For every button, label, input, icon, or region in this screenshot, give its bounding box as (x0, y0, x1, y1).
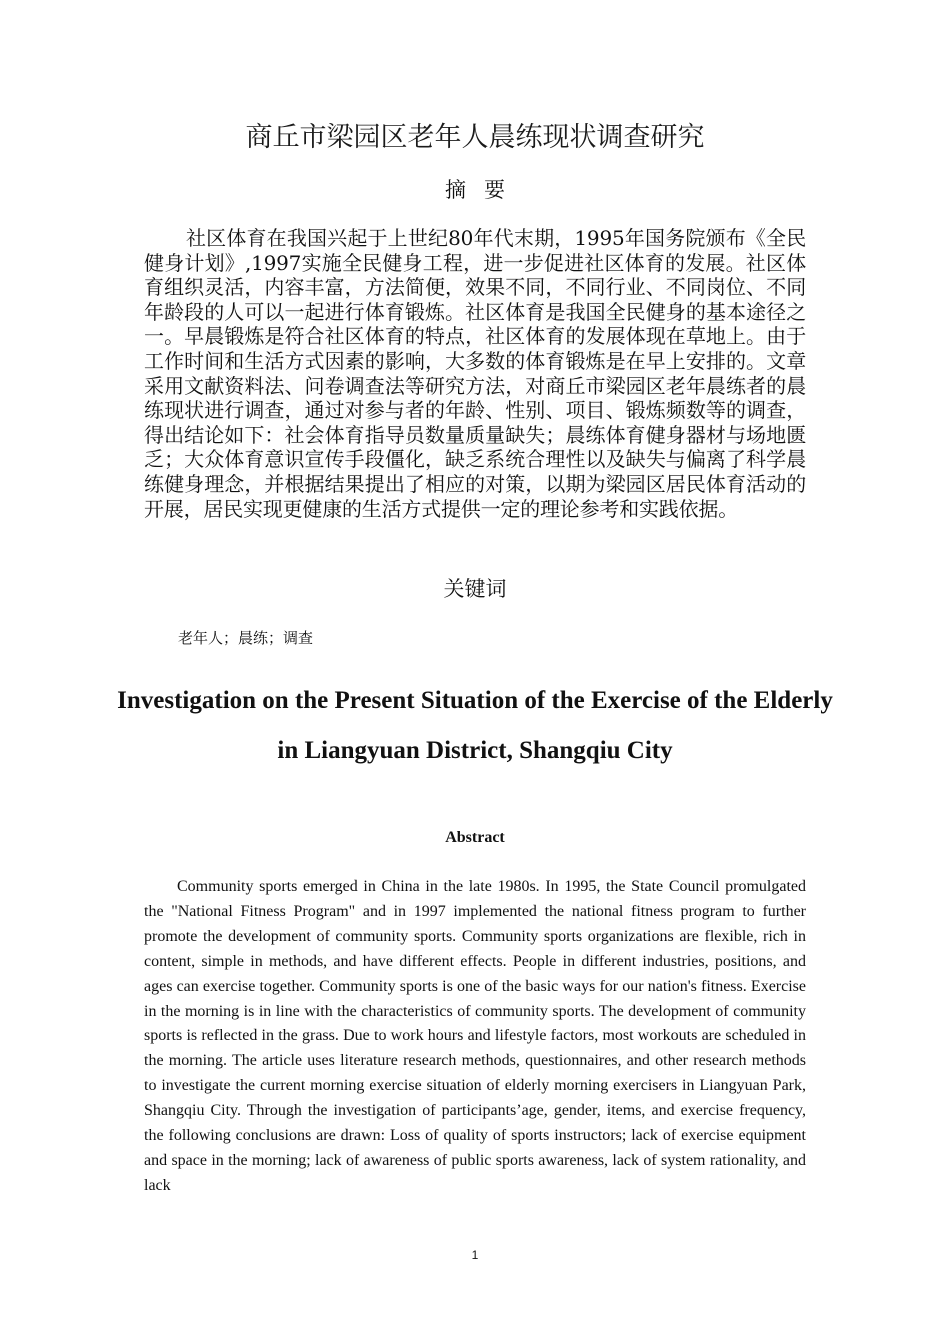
chinese-abstract-heading: 摘要 (445, 178, 523, 202)
chinese-keywords: 老年人；晨练；调查 (178, 629, 314, 647)
chinese-abstract-body: 社区体育在我国兴起于上世纪80年代末期，1995年国务院颁布《全民健身计划》,1997实施全民健身工程，进一步促进社区体育的发展。社区体育组织灵活，内容丰富，方法简便，效果不同，不同行业、不同岗位、不同年龄段的人可以一起进行体育锻炼。社区体育是我国全民健身的基本途径之一。早晨锻炼是符合社区体育的特点，社区体育的发展体现在草地上。由于工作时间和生活方式因素的影响，大多数的体育锻炼是在早上安排的。文章采用文献资料法、问卷调查法等研究方法，对商丘市梁园区老年晨练者的晨练现状进行调查，通过对参与者的年龄、性别、项目、锻炼频数等的调查，得出结论如下：社会体育指导员数量质量缺失；晨练体育健身器材与场地匮乏；大众体育意识宣传手段僵化，缺乏系统合理性以及缺失与偏离了科学晨练健身理念，并根据结果提出了相应的对策，以期为梁园区居民体育活动的开展，居民实现更健康的生活方式提供一定的理论参考和实践依据。 (144, 226, 806, 521)
english-abstract-body: Community sports emerged in China in the late 1980s. In 1995, the State Council promulgated the "National Fitness Program" and in 1997 implemented the national fitness program to further promote the development of community sports. Community sports organizations are flexible, rich in content, simple in methods, and have different effects. People in different industries, positions, and ages can exercise together. Community sports is one of the basic ways for our nation's fitness. Exercise in the morning is in line with the characteristics of community sports. The development of community sports is reflected in the grass. Due to work hours and lifestyle factors, most workouts are scheduled in the morning. The article uses literature research methods, questionnaires, and other research methods to investigate the current morning exercise situation of elderly morning exercisers in Liangyuan Park, Shangqiu City. Through the investigation of participants’age, gender, items, and exercise frequency, the following conclusions are drawn: Loss of quality of sports instructors; lack of exercise equipment and space in the morning; lack of awareness of public sports awareness, lack of system rationality, and lack (144, 878, 806, 1194)
chinese-title: 商丘市梁园区老年人晨练现状调查研究 (245, 122, 705, 153)
english-abstract-heading: Abstract (445, 829, 505, 846)
page-number: 1 (471, 1248, 479, 1262)
chinese-keywords-heading: 关键词 (443, 577, 507, 601)
english-title: Investigation on the Present Situation of the Exercise of the Elderly in Liangyuan District, Shangqiu City (117, 687, 833, 764)
